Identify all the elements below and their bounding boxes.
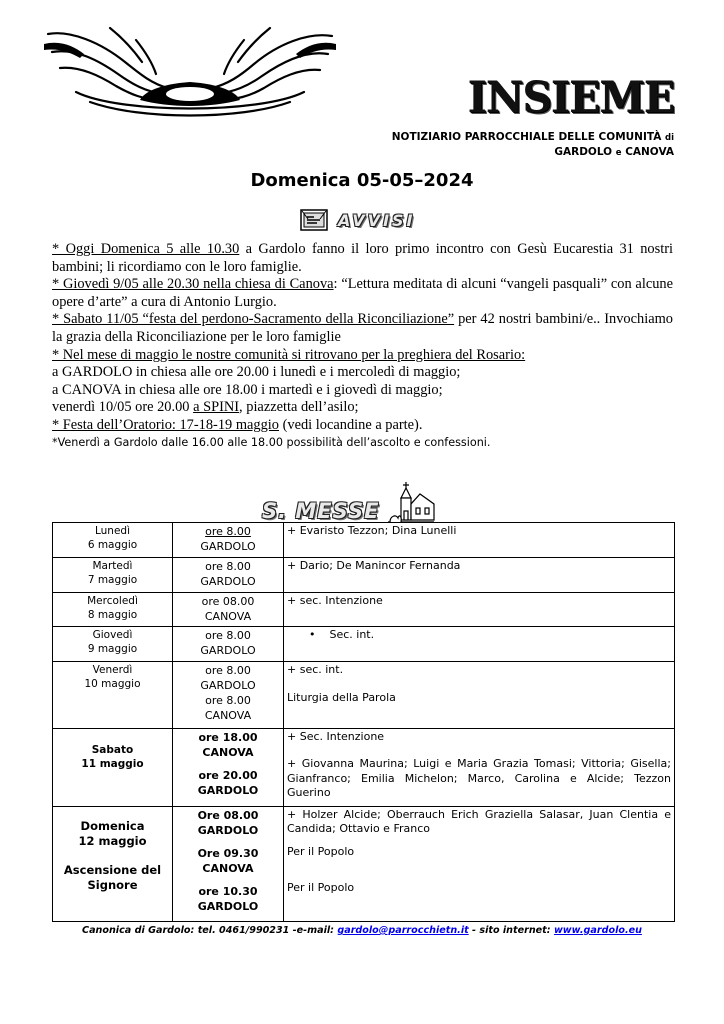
time-place: GARDOLO <box>197 783 259 797</box>
time-place: GARDOLO <box>200 574 256 588</box>
subtitle-connector-di: di <box>665 133 674 143</box>
mass-day <box>53 662 173 729</box>
mass-intention <box>284 662 675 729</box>
feast-name: Ascensione del <box>63 862 162 877</box>
day-name: Sabato <box>91 743 134 756</box>
masthead-title: INSIEME <box>467 72 674 123</box>
mass-day <box>53 523 173 558</box>
notice-lead: * Sabato 11/05 “festa del perdono-Sacramento della Riconciliazione” <box>52 311 455 328</box>
table-row <box>53 523 675 558</box>
notice-text: per 42 nostri bambini/e.. Invochiamo la grazia della Riconciliazione per le loro famiglie <box>52 311 673 345</box>
mass-time <box>173 557 284 592</box>
time-place: CANOVA <box>204 709 252 723</box>
time-value: ore 8.00 <box>205 559 251 573</box>
notice-text: a Gardolo fanno il loro primo incontro con Gesù Eucarestia 31 nostri bambini; li ricordiamo con le loro famiglie. <box>52 241 674 275</box>
intention-text: + Sec. Intenzione <box>287 729 385 743</box>
day-date: 10 maggio <box>84 678 141 691</box>
time-place: GARDOLO <box>200 644 256 658</box>
subtitle-connector-e: e <box>615 148 622 158</box>
notice-lead: * Nel mese di maggio le nostre comunità si ritrovano per la preghiera del Rosario: <box>52 346 526 363</box>
time-value: ore 8.00 <box>205 694 251 708</box>
intention-text: Per il Popolo <box>287 844 355 858</box>
time-place: GARDOLO <box>197 899 259 913</box>
footer-website-link[interactable]: www.gardolo.eu <box>553 925 642 936</box>
mass-day <box>53 627 173 662</box>
footer-contacts <box>0 925 724 936</box>
subtitle-gardolo: GARDOLO <box>554 146 613 158</box>
mass-day <box>53 728 173 806</box>
mass-time <box>173 728 284 806</box>
mass-intention: + Evaristo Tezzon; Dina Lunelli <box>284 523 675 558</box>
mass-intention <box>284 627 675 662</box>
notice-board-icon <box>300 209 328 231</box>
table-row <box>53 806 675 921</box>
rosary-spini-time: venerdì 10/05 ore 20.00 <box>52 399 194 416</box>
notices-block <box>52 241 673 450</box>
day-date: 11 maggio <box>81 757 144 770</box>
day-date: 8 maggio <box>87 608 138 621</box>
mass-time <box>173 806 284 921</box>
intention-text: Sec. int. <box>329 628 375 642</box>
time-value: ore 20.00 <box>198 768 258 782</box>
mass-day <box>53 557 173 592</box>
intention-text: Per il Popolo <box>287 881 355 895</box>
time-place: CANOVA <box>204 609 252 623</box>
table-row <box>53 557 675 592</box>
footer-phone: Canonica di Gardolo: tel. 0461/990231 -e-mail: <box>82 925 338 936</box>
day-name: Domenica <box>80 818 145 833</box>
mass-intention: + Dario; De Manincor Fernanda <box>284 557 675 592</box>
rosary-canova: a CANOVA in chiesa alle ore 18.00 i martedì e i giovedì di maggio; <box>52 381 443 398</box>
day-name: Giovedì <box>92 629 133 642</box>
intention-text: + sec. int. <box>287 663 344 677</box>
intention-text: + Giovanna Maurina; Luigi e Maria Grazia Tomasi; Vittoria; Gisella; Gianfranco; Emilia Michelon; Marco, Carolina e Alcide; Tezzon Guerino <box>287 757 671 800</box>
day-date: 12 maggio <box>78 833 147 848</box>
time-place: CANOVA <box>202 745 254 759</box>
table-row <box>53 627 675 662</box>
intention-text: Liturgia della Parola <box>287 690 396 704</box>
mass-time <box>173 627 284 662</box>
subtitle-canova: CANOVA <box>625 146 674 158</box>
time-value: Ore 08.00 <box>197 808 259 822</box>
rosary-spini-location: , piazzetta dell’asilo; <box>239 399 359 416</box>
oratorio-notice <box>52 417 673 435</box>
rosary-gardolo: a GARDOLO in chiesa alle ore 20.00 i lunedì e i mercoledì di maggio; <box>52 364 461 381</box>
mass-intention <box>284 728 675 806</box>
notice-lead: * Oggi Domenica 5 alle 10.30 <box>52 241 240 257</box>
time-place: CANOVA <box>202 861 254 875</box>
mass-intention: + sec. Intenzione <box>284 592 675 627</box>
notice-item <box>52 276 673 311</box>
time-place: GARDOLO <box>197 823 259 837</box>
church-icon <box>386 480 436 524</box>
messe-heading <box>262 476 436 524</box>
intention-text: + Holzer Alcide; Oberrauch Erich Graziella Salasar, Juan Clentia e Candida; Ottavio e Franco <box>287 807 671 836</box>
hands-logo-icon <box>40 22 340 122</box>
messe-title: S. MESSE <box>262 499 380 523</box>
rosary-spini-place: a SPINI <box>193 399 240 416</box>
time-value: ore 8.00 <box>205 629 251 643</box>
time-value: ore 8.00 <box>205 525 251 538</box>
avvisi-heading <box>300 207 416 233</box>
day-name: Martedì <box>92 559 133 572</box>
notice-text: : “Lettura meditata di alcuni “vangeli pasquali” con alcune opere d’arte” a cura di Antonio Lurgio. <box>52 276 673 310</box>
intention-bullet: • Sec. int. <box>309 628 375 642</box>
notice-lead: * Giovedì 9/05 alle 20.30 nella chiesa di Canova <box>52 276 334 293</box>
mass-day <box>53 806 173 921</box>
avvisi-title: AVVISI <box>338 210 416 230</box>
day-name: Venerdì <box>92 664 133 677</box>
day-name: Mercoledì <box>87 594 138 607</box>
day-date: 9 maggio <box>87 643 138 656</box>
masses-table <box>52 522 675 922</box>
confession-notice: *Venerdì a Gardolo dalle 16.00 alle 18.00 possibilità dell’ascolto e confessioni. <box>52 435 491 449</box>
mass-time <box>173 523 284 558</box>
time-value: ore 08.00 <box>201 594 255 608</box>
time-value: ore 18.00 <box>198 730 258 744</box>
notice-item <box>52 241 673 276</box>
issue-date: Domenica 05-05–2024 <box>250 170 474 191</box>
mass-time <box>173 592 284 627</box>
feast-name: Signore <box>87 877 138 892</box>
oratorio-lead: * Festa dell’Oratorio: 17-18-19 maggio <box>52 416 280 433</box>
subtitle-line-1: NOTIZIARIO PARROCCHIALE DELLE COMUNITÀ <box>391 131 662 143</box>
time-value: ore 8.00 <box>205 664 251 678</box>
day-date: 6 maggio <box>87 539 138 551</box>
time-value: ore 10.30 <box>198 884 258 898</box>
time-value: Ore 09.30 <box>197 846 259 860</box>
mass-time <box>173 662 284 729</box>
time-place: GARDOLO <box>200 540 256 553</box>
table-row <box>53 662 675 729</box>
day-date: 7 maggio <box>87 573 138 586</box>
mass-intention <box>284 806 675 921</box>
oratorio-text: (vedi locandine a parte). <box>279 416 423 433</box>
table-row <box>53 592 675 627</box>
rosary-spini <box>52 399 673 417</box>
footer-email-link[interactable]: gardolo@parrocchietn.it <box>337 925 469 936</box>
notice-item <box>52 347 673 365</box>
notice-item <box>52 311 673 346</box>
table-row <box>53 728 675 806</box>
mass-day <box>53 592 173 627</box>
time-place: GARDOLO <box>200 679 256 693</box>
newsletter-subtitle <box>300 130 674 160</box>
day-name: Lunedì <box>94 525 131 537</box>
footer-site-label: - sito internet: <box>468 925 554 936</box>
